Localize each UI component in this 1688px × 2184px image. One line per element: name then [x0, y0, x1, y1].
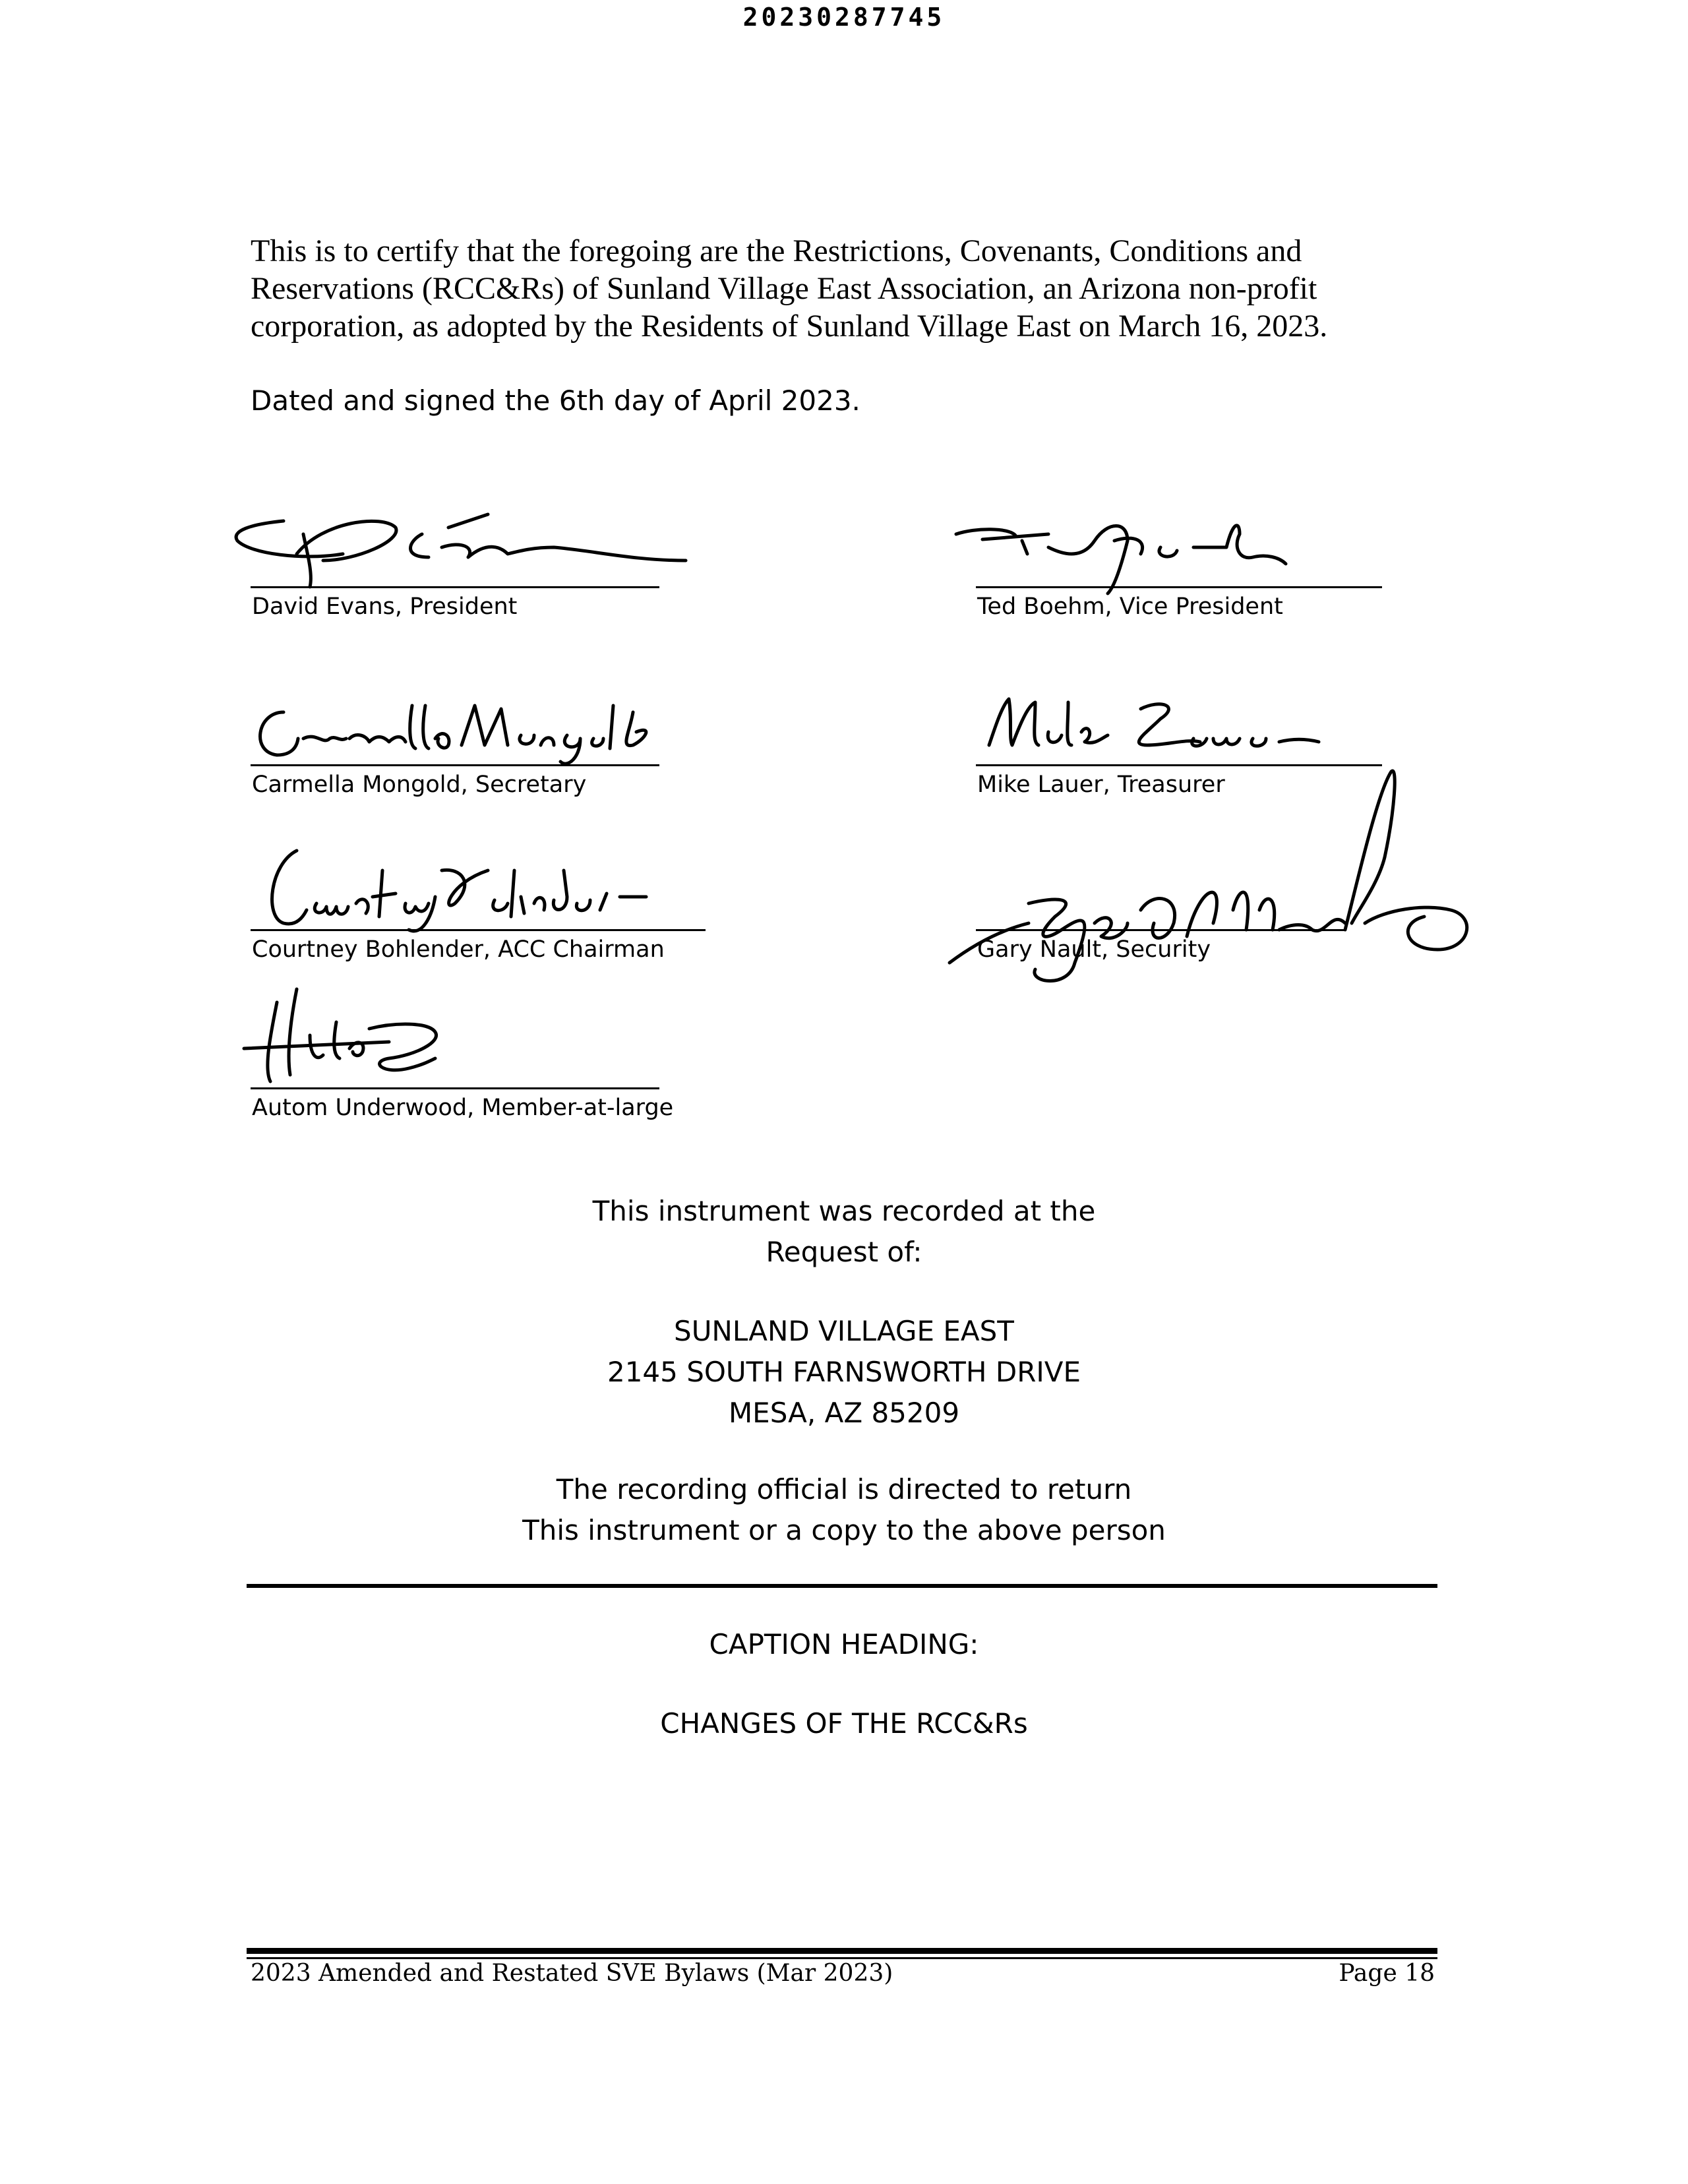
signature-block-security: [976, 837, 1345, 963]
return-instruction-line-1: The recording official is directed to return: [556, 1473, 1132, 1505]
signature-block-member-at-large: [251, 1002, 674, 1121]
signature-line: [251, 764, 659, 766]
signatory-name: Gary Nault, Security: [977, 936, 1211, 963]
signatory-name: Ted Boehm, Vice President: [977, 593, 1283, 620]
organization-name: SUNLAND VILLAGE EAST: [674, 1315, 1014, 1347]
signature-line: [251, 1087, 659, 1089]
recording-request-block: [0, 1191, 1688, 1273]
signature-line: [976, 929, 1345, 931]
certification-text: This is to certify that the foregoing are the Restrictions, Covenants, Conditions and Reservations (RCC&Rs) of Sunland Village East Association, an Arizona non-profit corporation, as adopted by the Residents of Sunland Village East on March 16, 2023.: [251, 233, 1328, 344]
handwritten-signature-president: [224, 495, 725, 593]
footer-document-title: 2023 Amended and Restated SVE Bylaws (Mar 2023): [251, 1960, 893, 1987]
signature-block-president: [251, 501, 659, 620]
separator-rule: [247, 1584, 1437, 1588]
footer-page-number: Page 18: [1339, 1960, 1435, 1987]
signatory-name: Autom Underwood, Member-at-large: [252, 1095, 674, 1121]
return-instruction-line-2: This instrument or a copy to the above person: [522, 1514, 1166, 1546]
signature-line: [251, 586, 659, 588]
handwritten-signature-acc-chairman: [224, 831, 725, 943]
address-city-state-zip: MESA, AZ 85209: [728, 1397, 960, 1429]
signatory-name: David Evans, President: [252, 593, 518, 620]
signature-block-secretary: [251, 679, 659, 798]
recording-line-1: This instrument was recorded at the: [592, 1195, 1096, 1227]
signatory-name: Mike Lauer, Treasurer: [977, 772, 1225, 798]
dated-signed-line: Dated and signed the 6th day of April 2023.: [251, 384, 860, 417]
recording-line-2: Request of:: [766, 1236, 922, 1268]
address-street: 2145 SOUTH FARNSWORTH DRIVE: [607, 1356, 1081, 1388]
signature-block-vice-president: [976, 501, 1382, 620]
caption-heading: CAPTION HEADING:: [709, 1628, 979, 1660]
signatory-name: Carmella Mongold, Secretary: [252, 772, 587, 798]
signatory-name: Courtney Bohlender, ACC Chairman: [252, 936, 665, 963]
return-address-block: [0, 1311, 1688, 1434]
footer-rule-thin: [247, 1957, 1437, 1959]
signature-line: [976, 586, 1382, 588]
return-instructions-block: [0, 1469, 1688, 1551]
handwritten-signature-vice-president: [950, 495, 1411, 607]
footer-rule-thick: [247, 1948, 1437, 1954]
caption-text: CHANGES OF THE RCC&Rs: [660, 1707, 1028, 1740]
signature-block-acc-chairman: [251, 837, 706, 963]
document-number: 20230287745: [742, 3, 946, 32]
handwritten-signature-secretary: [224, 673, 686, 772]
signature-line: [251, 929, 706, 931]
